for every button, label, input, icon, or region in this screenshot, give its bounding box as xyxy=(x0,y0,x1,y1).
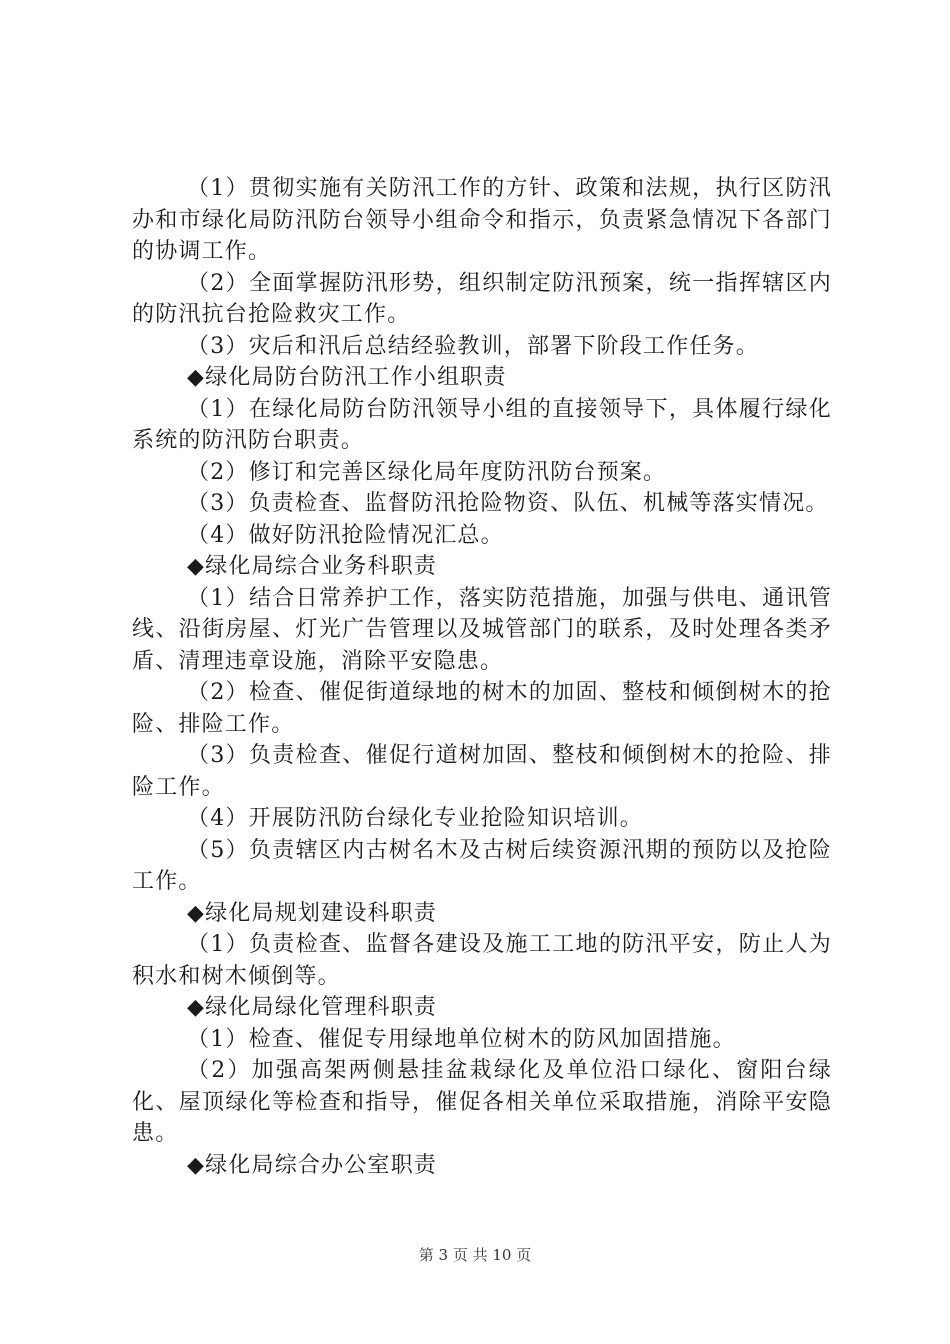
paragraph: （3）灾后和汛后总结经验教训，部署下阶段工作任务。 xyxy=(187,333,759,359)
paragraph: （5）负责辖区内古树名木及古树后续资源汛期的预防以及抢险工作。 xyxy=(132,837,832,894)
paragraph: （2）修订和完善区绿化局年度防汛防台预案。 xyxy=(187,459,667,485)
paragraph: （3）负责检查、催促行道树加固、整枝和倾倒树木的抢险、排险工作。 xyxy=(132,743,832,800)
paragraph: （2）加强高架两侧悬挂盆栽绿化及单位沿口绿化、窗阳台绿化、屋顶绿化等检查和指导，催促各相关单位采取措施，消除平安隐患。 xyxy=(132,1058,832,1146)
paragraph: （1）在绿化局防台防汛领导小组的直接领导下，具体履行绿化系统的防汛防台职责。 xyxy=(132,396,832,453)
section-heading: ◆绿化局规划建设科职责 xyxy=(187,900,438,926)
section-heading: ◆绿化局综合办公室职责 xyxy=(187,1152,438,1178)
paragraph: （1）贯彻实施有关防汛工作的方针、政策和法规，执行区防汛办和市绿化局防汛防台领导小组命令和指示，负责紧急情况下各部门的协调工作。 xyxy=(132,176,832,264)
paragraph: （4）开展防汛防台绿化专业抢险知识培训。 xyxy=(187,806,643,831)
document-body xyxy=(132,173,832,1181)
page-footer xyxy=(0,1244,950,1265)
paragraph: （4）做好防汛抢险情况汇总。 xyxy=(187,522,504,548)
paragraph: （1）结合日常养护工作，落实防范措施，加强与供电、通讯管线、沿街房屋、灯光广告管理以及城管部门的联系，及时处理各类矛盾、清理违章设施，消除平安隐患。 xyxy=(132,585,832,674)
paragraph: （3）负责检查、监督防汛抢险物资、队伍、机械等落实情况。 xyxy=(187,491,829,516)
paragraph: （2）检查、催促街道绿地的树木的加固、整枝和倾倒树木的抢险、排险工作。 xyxy=(132,680,832,737)
section-heading: ◆绿化局绿化管理科职责 xyxy=(187,995,438,1020)
paragraph: （1）检查、催促专用绿地单位树木的防风加固措施。 xyxy=(187,1026,736,1052)
section-heading: ◆绿化局防台防汛工作小组职责 xyxy=(187,365,507,390)
page-number: 第 3 页 共 10 页 xyxy=(418,1246,532,1264)
paragraph: （2）全面掌握防汛形势，组织制定防汛预案，统一指挥辖区内的防汛抗台抢险救灾工作。 xyxy=(132,270,832,327)
section-heading: ◆绿化局综合业务科职责 xyxy=(187,554,438,579)
paragraph: （1）负责检查、监督各建设及施工工地的防汛平安，防止人为积水和树木倾倒等。 xyxy=(132,932,832,989)
